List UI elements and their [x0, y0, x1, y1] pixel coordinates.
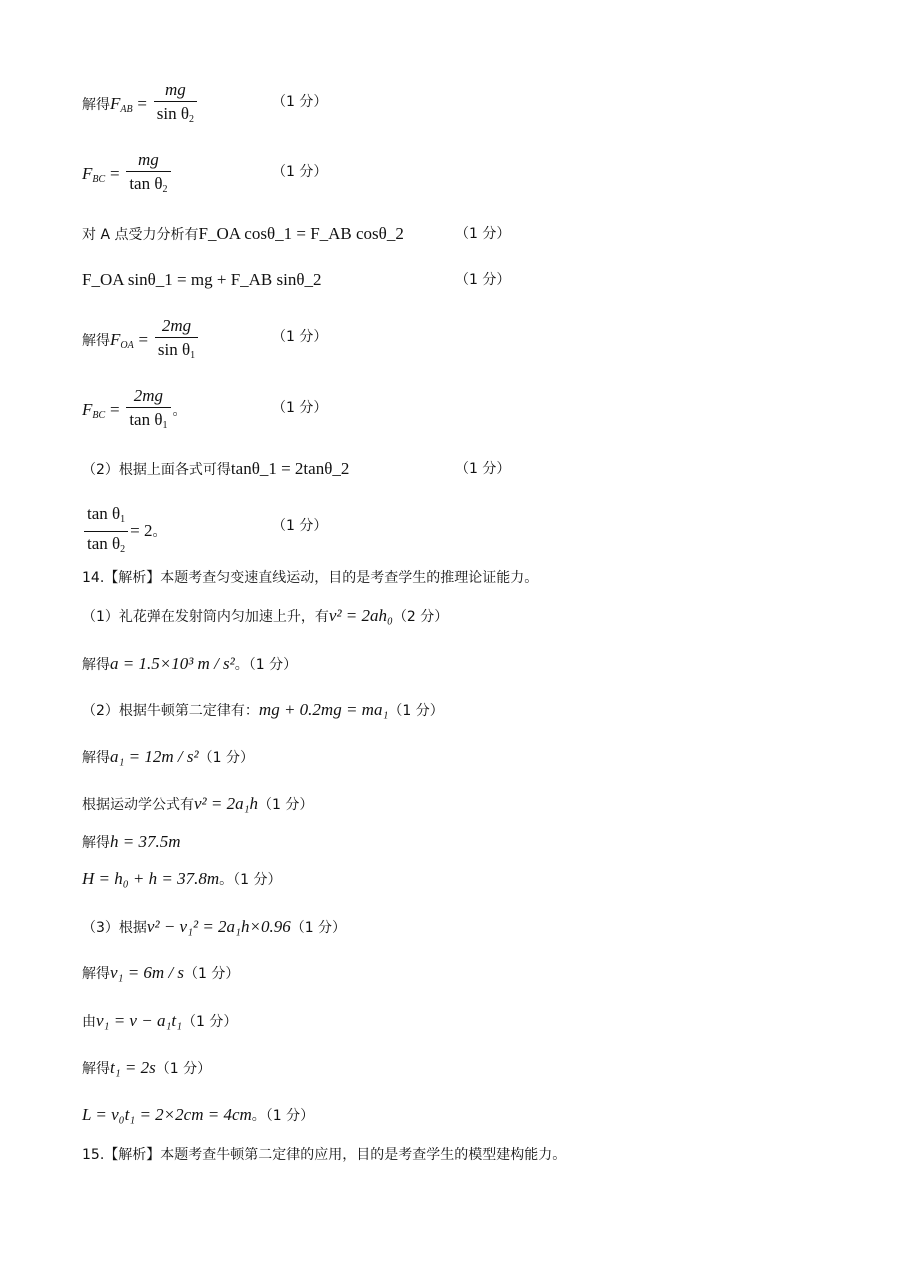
- q14-step-8: （3）根据v² − v₁² = 2a₁h×0.96（1 分）: [82, 917, 347, 936]
- eq-fbc: $F_{BC}$ = $\frac{mg}{\tan \theta_2}$: [82, 150, 173, 200]
- q14-step-12: L = v₀t₁ = 2×2cm = 4cm。（1 分）: [82, 1105, 315, 1124]
- eq-prefix: 解得: [82, 97, 110, 113]
- fraction: $\frac{2mg}{\tan \theta_1}$: [126, 386, 170, 436]
- fraction: $\frac{mg}{\sin \theta_2}$: [154, 80, 197, 130]
- q14-step-7: H = h₀ + h = 37.8m。（1 分）: [82, 869, 282, 888]
- fraction: $\frac{\tan \theta_1}{\tan \theta_2}$: [84, 504, 128, 560]
- q14-step-5: 根据运动学公式有v² = 2a₁h（1 分）: [82, 794, 314, 813]
- eq-foa: 解得$F_{OA}$ = $\frac{2mg}{\sin \theta_1}$: [82, 316, 200, 366]
- q14-step-9: 解得v₁ = 6m / s（1 分）: [82, 963, 240, 982]
- eq-a-point-horizontal: 对 A 点受力分析有F_OA cosθ_1 = F_AB cosθ_2: [82, 224, 404, 243]
- score-label: （1 分）: [455, 272, 511, 288]
- equation: F_OA sinθ_1 = mg + F_AB sinθ_2: [82, 270, 322, 289]
- eq-tan-relation: （2）根据上面各式可得tanθ_1 = 2tanθ_2: [82, 459, 350, 478]
- eq-tan-ratio: $\frac{\tan \theta_1}{\tan \theta_2}$ = 2。: [82, 504, 167, 560]
- score-label: （1 分）: [455, 226, 511, 242]
- q14-heading: 14.【解析】本题考查匀变速直线运动，目的是考查学生的推理论证能力。: [82, 570, 539, 586]
- eq-fab: 解得$F_{AB}$ = $\frac{mg}{\sin \theta_2}$: [82, 80, 199, 130]
- score-label: （1 分）: [272, 518, 328, 534]
- q14-step-1: （1）礼花弹在发射筒内匀加速上升，有v² = 2ah₀（2 分）: [82, 606, 449, 625]
- q14-step-11: 解得t₁ = 2s（1 分）: [82, 1058, 212, 1077]
- q14-step-4: 解得a₁ = 12m / s²（1 分）: [82, 747, 254, 766]
- score-label: （1 分）: [272, 329, 328, 345]
- equation: F_OA cosθ_1 = F_AB cosθ_2: [198, 224, 404, 243]
- q14-step-6: 解得h = 37.5m: [82, 832, 181, 851]
- equation: tanθ_1 = 2tanθ_2: [230, 459, 350, 478]
- fraction: $\frac{mg}{\tan \theta_2}$: [126, 150, 170, 200]
- fraction: $\frac{2mg}{\sin \theta_1}$: [155, 316, 198, 366]
- q14-step-2: 解得a = 1.5×10³ m / s²。（1 分）: [82, 654, 298, 673]
- score-label: （1 分）: [272, 400, 328, 416]
- score-label: （1 分）: [272, 164, 328, 180]
- q14-step-10: 由v₁ = v − a₁t₁（1 分）: [82, 1011, 238, 1030]
- eq-lhs: $F_{AB}$: [110, 94, 133, 115]
- eq-fbc-2: $F_{BC}$ = $\frac{2mg}{\tan \theta_1}$ 。: [82, 386, 187, 436]
- score-label: （1 分）: [272, 94, 328, 110]
- eq-a-point-vertical: [82, 270, 322, 290]
- q15-heading: 15.【解析】本题考查牛顿第二定律的应用，目的是考查学生的模型建构能力。: [82, 1147, 567, 1163]
- score-label: （1 分）: [455, 461, 511, 477]
- q14-step-3: （2）根据牛顿第二定律有：mg + 0.2mg = ma₁（1 分）: [82, 700, 444, 719]
